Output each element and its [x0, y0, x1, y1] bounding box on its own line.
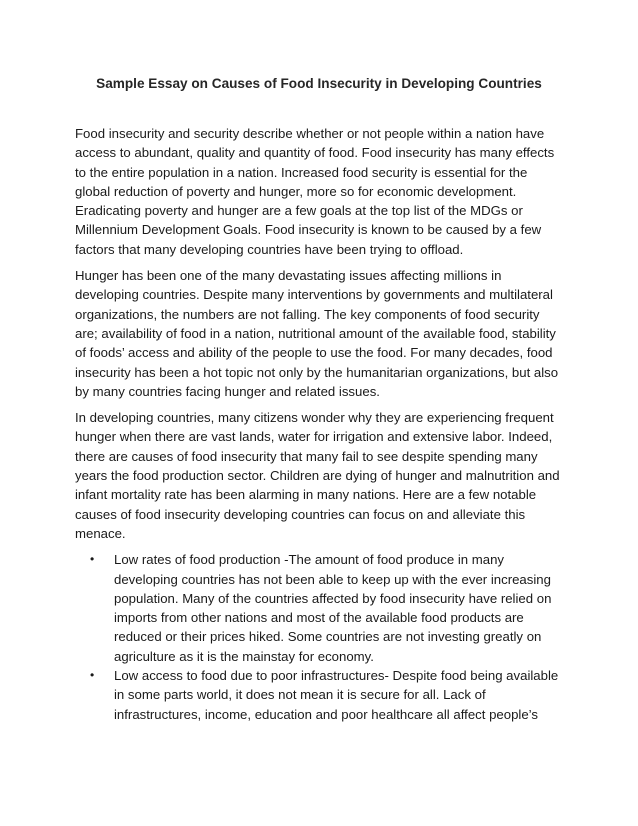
list-item-text: Low rates of food production -The amount of food produce in many developing countries has not been able to keep up with the ever increasing population. Many of the countries affected by food insecurity have relied on imports from other nations and most of the available food products are reduced or their prices hiked. Some countries are not investing greatly on agriculture as it is the mainstay for economy. [114, 552, 552, 664]
bullet-icon: • [90, 668, 95, 683]
list-item-text: Low access to food due to poor infrastructures- Despite food being available in some parts world, it does not mean it is secure for all. Lack of infrastructures, income, education and poor healthcare all affect people’s [114, 668, 559, 722]
paragraph-2: Hunger has been one of the many devastating issues affecting millions in developing countries. Despite many interventions by governments and multilateral organizations, the numbers are not falling. The key components of food security are; availability of food in a nation, nutritional amount of the available food, stability of foods’ access and ability of the people to use the food. For many decades, food insecurity has been a hot topic not only by the humanitarian organizations, but also by many countries facing hunger and related issues. [75, 268, 559, 399]
paragraph-1: Food insecurity and security describe whether or not people within a nation have access to abundant, quality and quantity of food. Food insecurity has many effects to the entire population in a nation. Increased food security is essential for the global reduction of poverty and hunger, more so for economic development. Eradicating poverty and hunger are a few goals at the top list of the MDGs or Millennium Development Goals. Food insecurity is known to be caused by a few factors that many developing countries have been trying to offload. [75, 126, 555, 257]
list-item [75, 550, 565, 666]
document-title: Sample Essay on Causes of Food Insecurity in Developing Countries [96, 76, 542, 91]
paragraph-3: In developing countries, many citizens wonder why they are experiencing frequent hunger when there are vast lands, water for irrigation and extensive labor. Indeed, there are causes of food insecurity that many fail to see despite spending many years the food production sector. Children are dying of hunger and malnutrition and infant mortality rate has been alarming in many nations. Here are a few notable causes of food insecurity developing countries can focus on and alleviate this menace. [75, 410, 560, 541]
causes-list [75, 550, 565, 724]
document-body [75, 124, 565, 724]
list-item [75, 666, 565, 724]
bullet-icon: • [90, 552, 95, 567]
